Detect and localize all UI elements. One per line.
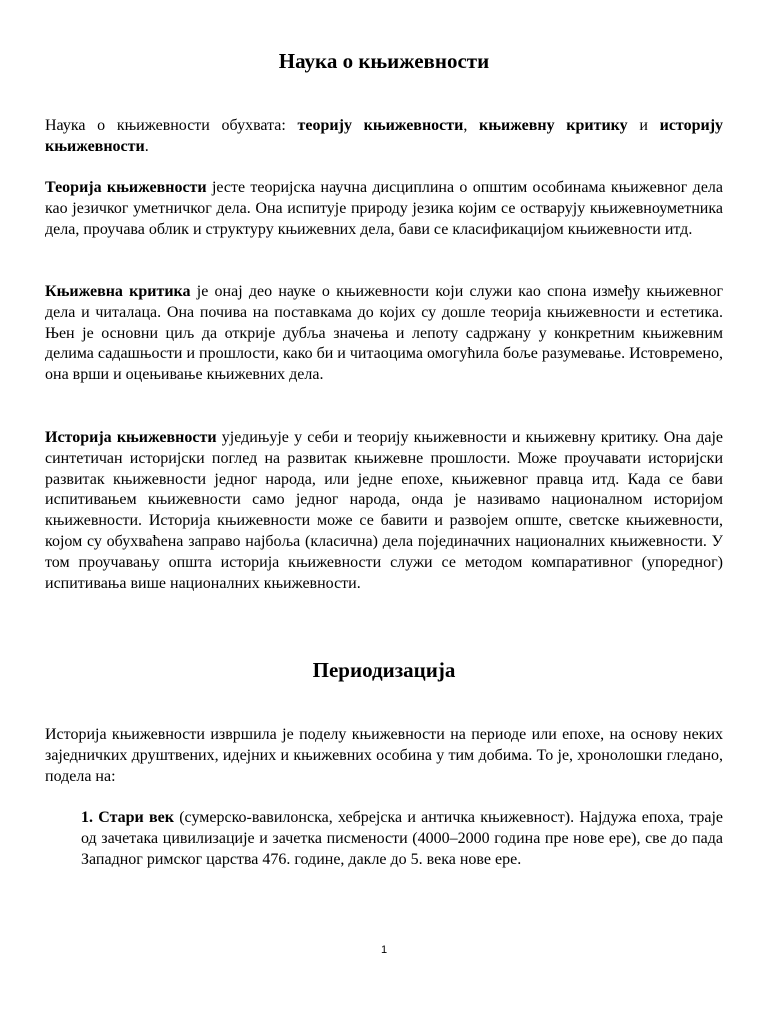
list-item (81, 808, 723, 870)
intro-term-history: историју књижевности (45, 117, 724, 155)
history-text: уједињује у себи и теорију књижевности и књижевну критику. Она даје синтетичан историјски поглед на развитак књижевне прошлости. Може проучавати историјски развитак књижевности једног народа, или једне епохе, књижевног правца итд. Када се бави испитивањем књижевности само једног народа, онда је називамо националном историјом књижевности. Историја књижевности може се бавити и развојем опште, светске књижевности, којом су обухваћена заправо најбоља (класична) дела појединачних националних књижевности. У том проучавању општа историја књижевности служи се методом компаративног (упоредног) испитивања више националних књижевности. (45, 429, 724, 592)
history-term: Историја књижевности (45, 429, 217, 446)
intro-text-3: и (627, 117, 660, 134)
page-number: 1 (380, 944, 388, 956)
document-title: Наука о књижевности (278, 49, 490, 73)
intro-text-1: Наука о књижевности обухвата: (45, 117, 298, 134)
intro-term-theory: теорију књижевности (297, 117, 464, 134)
critique-term: Књижевна критика (45, 283, 191, 300)
list-item-term: 1. Стари век (81, 809, 174, 826)
intro-term-critique: књижевну критику (479, 117, 628, 134)
theory-term: Теорија књижевности (45, 179, 207, 196)
intro-text-4: . (144, 137, 149, 155)
list-item-text: (сумерско-вавилонска, хебрејска и античка књижевност). Најдужа епоха, траје од зачетака цивилизације и зачетка писмености (4000–2000 година пре нове ере), све до пада Западног римског царства 476. године, дакле до 5. века нове ере. (81, 809, 723, 868)
critique-paragraph (45, 282, 723, 386)
history-paragraph (45, 428, 723, 594)
section-title-periodization: Периодизација (312, 658, 456, 682)
intro-text-2: , (463, 117, 480, 134)
critique-text: је онај део науке о књижевности који служи као спона између књижевног дела и читалаца. Она почива на поставкама до којих су дошле теорија књижевности и естетика. Њен је основни циљ да открије дубља значења и лепоту садржану у конкретним књижевним делима садашњости и прошлости, како би и читаоцима омогућила боље разумевање. Истовремено, она врши и оцењивање књижевних дела. (45, 283, 724, 384)
intro-paragraph (45, 116, 723, 158)
periodization-paragraph: Историја књижевности извршила је поделу књижевности на периоде или епохе, на основу неких заједничких друштвених, идејних и књижевних особина у тим добима. То је, хронолошки гледано, подела на: (45, 726, 723, 785)
theory-text: јесте теоријска научна дисциплина о општим особинама књижевног дела као језичког уметничког дела. Она испитује природу језика којим се остварују књижевноуметника дела, проучава облик и структуру књижевних дела, бави се класификацијом књижевности итд. (45, 179, 724, 238)
theory-paragraph (45, 178, 723, 240)
